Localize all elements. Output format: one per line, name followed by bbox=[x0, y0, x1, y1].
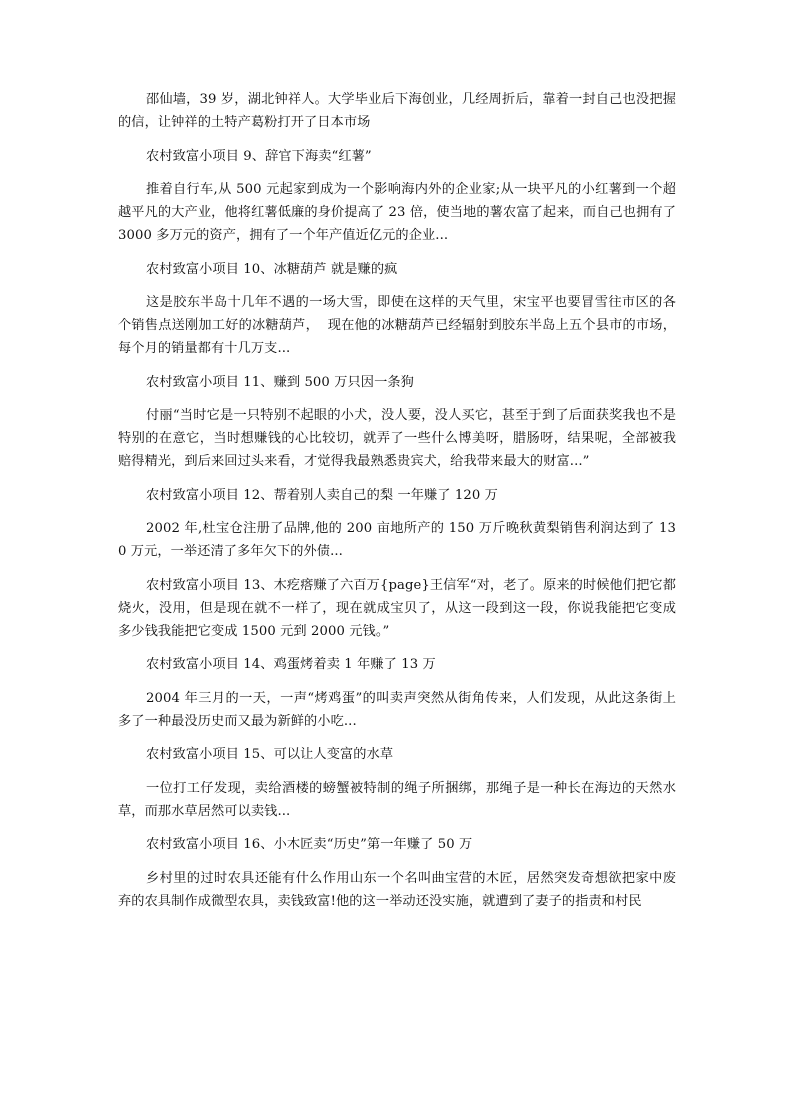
body-paragraph: 一位打工仔发现，卖给酒楼的螃蟹被特制的绳子所捆绑，那绳子是一种长在海边的天然水草，而那水草居然可以卖钱... bbox=[118, 780, 676, 819]
body-paragraph: 农村致富小项目 13、木疙瘩赚了六百万{page}王信军“对，老了。原来的时候他们把它都烧火，没用，但是现在就不一样了，现在就成宝贝了，从这一段到这一段，你说我能把它变成多少钱我能把它变成 1500 元到 2000 元钱。” bbox=[118, 577, 676, 639]
section-heading: 农村致富小项目 12、帮着别人卖自己的梨 一年赚了 120 万 bbox=[146, 487, 498, 503]
section-heading: 农村致富小项目 10、冰糖葫芦 就是赚的疯 bbox=[146, 261, 398, 277]
body-paragraph: 乡村里的过时农具还能有什么作用山东一个名叫曲宝营的木匠，居然突发奇想欲把家中废弃的农具制作成微型农具，卖钱致富!他的这一举动还没实施，就遭到了妻子的指责和村民 bbox=[118, 870, 676, 909]
body-paragraph: 付丽“当时它是一只特别不起眼的小犬，没人要，没人买它，甚至于到了后面获奖我也不是特别的在意它，当时想赚钱的心比较切，就弄了一些什么博美呀，腊肠呀，结果呢，全部被我赔得精光，到后来回过头来看，才觉得我最熟悉贵宾犬，给我带来最大的财富...” bbox=[118, 408, 676, 469]
body-paragraph: 邵仙墙，39 岁，湖北钟祥人。大学毕业后下海创业，几经周折后，靠着一封自己也没把握的信，让钟祥的土特产葛粉打开了日本市场 bbox=[118, 92, 676, 130]
section-heading: 农村致富小项目 15、可以让人变富的水草 bbox=[146, 747, 394, 762]
body-paragraph: 2002 年,杜宝仓注册了品牌,他的 200 亩地所产的 150 万斤晚秋黄梨销售利润达到了 130 万元，一举还清了多年欠下的外债... bbox=[118, 521, 676, 559]
body-paragraph: 推着自行车,从 500 元起家到成为一个影响海内外的企业家;从一块平凡的小红薯到一个超越平凡的大产业，他将红薯低廉的身价提高了 23 倍，使当地的薯农富了起来，而自己也拥有了 3000 多万元的资产，拥有了一个年产值近亿元的企业... bbox=[118, 182, 681, 243]
section-heading: 农村致富小项目 11、赚到 500 万只因一条狗 bbox=[146, 374, 414, 390]
body-paragraph: 这是胶东半岛十几年不遇的一场大雪，即使在这样的天气里，宋宝平也要冒雪往市区的各个销售点送刚加工好的冰糖葫芦， 现在他的冰糖葫芦已经辐射到胶东半岛上五个县市的市场，每个月的销量都有十几万支... bbox=[118, 295, 676, 356]
section-heading: 农村致富小项目 9、辞官下海卖“红薯” bbox=[146, 148, 372, 164]
document-text-body bbox=[118, 88, 681, 913]
section-heading: 农村致富小项目 14、鸡蛋烤着卖 1 年赚了 13 万 bbox=[146, 657, 436, 672]
section-heading: 农村致富小项目 16、小木匠卖“历史”第一年赚了 50 万 bbox=[146, 837, 473, 852]
body-paragraph: 2004 年三月的一天，一声“烤鸡蛋”的叫卖声突然从街角传来，人们发现，从此这条街上多了一种最没历史而又最为新鲜的小吃... bbox=[118, 690, 676, 729]
